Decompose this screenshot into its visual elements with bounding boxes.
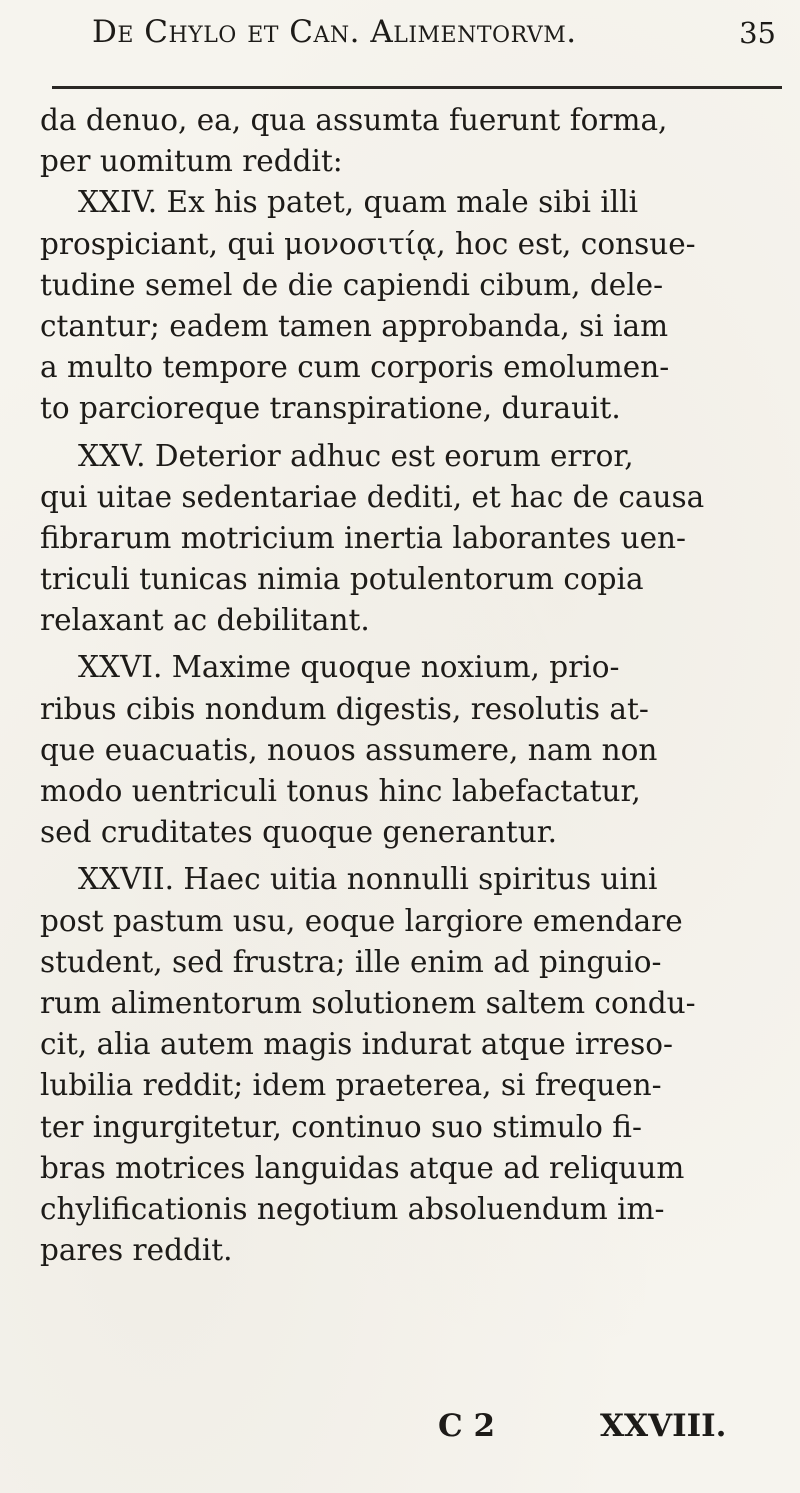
text-line: que euacuatis, nouos assumere, nam non — [40, 732, 658, 767]
paragraph-xxv — [40, 436, 780, 642]
paragraph-xxiv — [40, 182, 780, 429]
text-line: per uomitum reddit: — [40, 144, 343, 179]
text-line: tudine semel de die capiendi cibum, dele- — [40, 267, 664, 302]
text-line: relaxant ac debilitant. — [40, 603, 370, 638]
text-line: XXV. Deterior adhuc est eorum error, — [78, 438, 634, 473]
page-number: 35 — [739, 16, 776, 50]
page-footer — [0, 1408, 800, 1458]
running-head — [92, 14, 782, 66]
paragraph-continuation — [40, 100, 780, 182]
text-line: triculi tunicas nimia potulentorum copia — [40, 562, 644, 597]
body-text — [40, 100, 780, 1271]
text-line: prospiciant, qui μονοσιτίᾳ, hoc est, consue- — [40, 226, 696, 261]
text-line: rum alimentorum solutionem saltem condu- — [40, 985, 696, 1020]
text-line: a multo tempore cum corporis emolumen- — [40, 350, 670, 385]
text-line: da denuo, ea, qua assumta fuerunt forma, — [40, 103, 668, 137]
text-line: modo uentriculi tonus hinc labefactatur, — [40, 774, 641, 808]
text-line: XXIV. Ex his patet, quam male sibi illi — [78, 185, 639, 220]
running-title: De Chylo et Can. Alimentorvm. — [92, 14, 577, 50]
paragraph-xxvii — [40, 859, 780, 1271]
text-line: sed cruditates quoque generantur. — [40, 815, 558, 850]
text-line: cit, alia autem magis indurat atque irreso- — [40, 1027, 673, 1062]
text-line: XXVI. Maxime quoque noxium, prio- — [78, 650, 620, 685]
text-line: post pastum usu, eoque largiore emendare — [40, 903, 683, 938]
text-line: lubilia reddit; idem praeterea, si frequen- — [40, 1068, 662, 1103]
text-line: ter ingurgitetur, continuo suo stimulo fi- — [40, 1109, 642, 1144]
text-line: bras motrices languidas atque ad reliquum — [40, 1150, 685, 1185]
signature-mark: C 2 — [438, 1408, 496, 1444]
text-line: fibrarum motricium inertia laborantes uen- — [40, 520, 686, 555]
paragraph-xxvi — [40, 647, 780, 853]
catchword: XXVIII. — [600, 1408, 727, 1444]
text-line: XXVII. Haec uitia nonnulli spiritus uini — [78, 862, 658, 897]
text-line: pares reddit. — [40, 1233, 233, 1268]
text-line: student, sed frustra; ille enim ad pinguio- — [40, 944, 662, 979]
text-line: to parcioreque transpiratione, durauit. — [40, 391, 621, 426]
text-line: ctantur; eadem tamen approbanda, si iam — [40, 308, 669, 343]
header-rule — [52, 86, 782, 89]
text-line: chylificationis negotium absoluendum im- — [40, 1191, 665, 1226]
text-line: ribus cibis nondum digestis, resolutis at- — [40, 691, 649, 726]
text-line: qui uitae sedentariae dediti, et hac de causa — [40, 479, 705, 514]
